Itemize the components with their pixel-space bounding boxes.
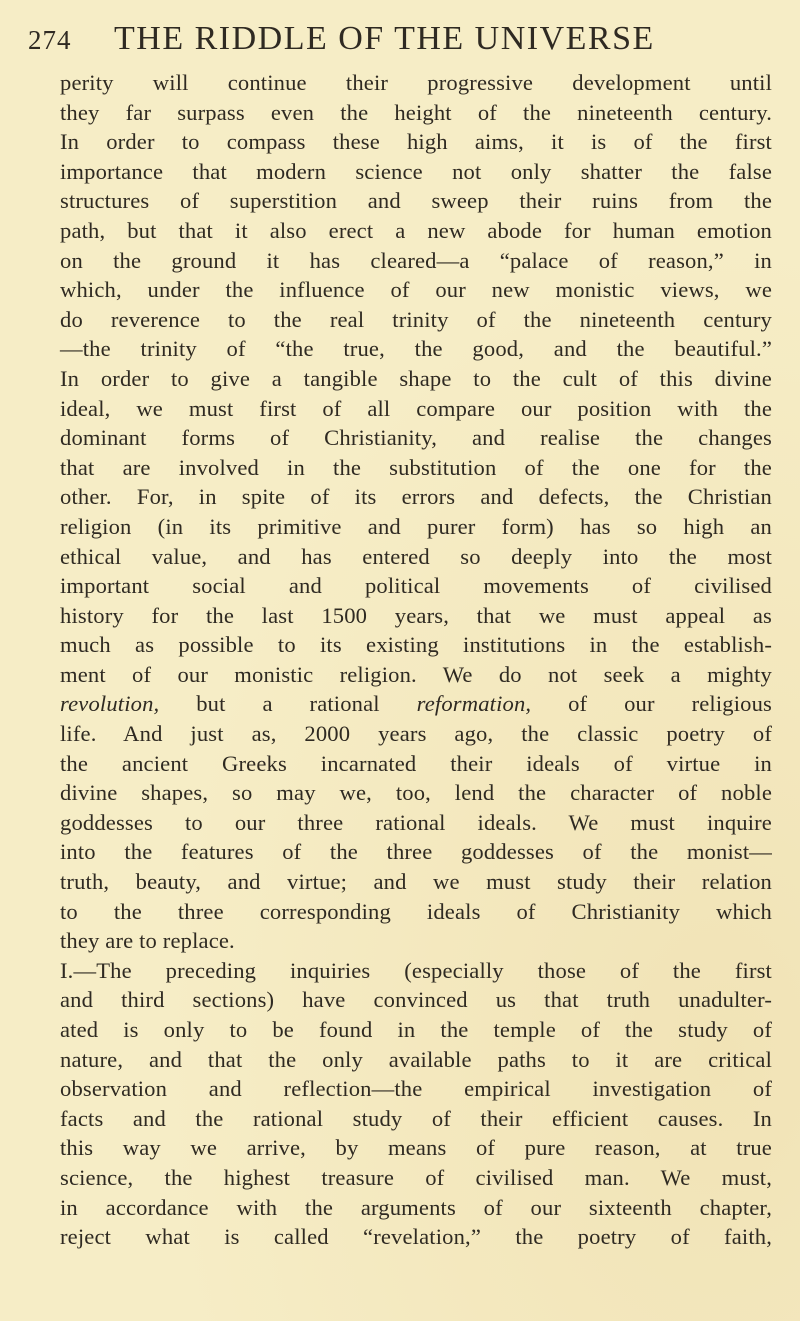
text-line: much as possible to its existing institutions in the establish- xyxy=(60,632,772,658)
running-title: THE RIDDLE OF THE UNIVERSE xyxy=(114,20,655,57)
text-line: science, the highest treasure of civilised man. We must, xyxy=(60,1164,772,1190)
text-line: ethical value, and has entered so deeply into the most xyxy=(60,543,772,569)
text-line: the ancient Greeks incarnated their ideals of virtue in xyxy=(60,750,772,776)
text-line: structures of superstition and sweep their ruins from the xyxy=(60,188,772,214)
text-line: ated is only to be found in the temple of the study of xyxy=(60,1017,772,1042)
text-line: —the trinity of “the true, the good, and the beautiful.” xyxy=(60,336,772,362)
text-line: and third sections) have convinced us that truth unadulter- xyxy=(60,987,772,1013)
page-header xyxy=(28,20,772,64)
body-text xyxy=(60,68,772,1252)
text-line: on the ground it has cleared—a “palace of reason,” in xyxy=(60,247,772,273)
text-line: other. For, in spite of its errors and defects, the Christian xyxy=(60,484,772,510)
text-line: In order to give a tangible shape to the cult of this divine xyxy=(60,365,772,391)
text-line: path, but that it also erect a new abode for human emotion xyxy=(60,217,772,243)
text-line: this way we arrive, by means of pure reason, at true xyxy=(60,1135,772,1161)
text-line: ment of our monistic religion. We do not seek a mighty xyxy=(60,661,772,687)
text-line: religion (in its primitive and purer form) has so high an xyxy=(60,513,772,539)
page-number: 274 xyxy=(28,25,72,55)
text-line: in accordance with the arguments of our sixteenth chapter, xyxy=(60,1194,772,1220)
text-line: facts and the rational study of their efficient causes. In xyxy=(60,1105,772,1131)
text-line: which, under the influence of our new monistic views, we xyxy=(60,277,772,303)
text-line: history for the last 1500 years, that we must appeal as xyxy=(60,602,772,628)
text-line: life. And just as, 2000 years ago, the classic poetry of xyxy=(60,721,772,747)
text-line: that are involved in the substitution of the one for the xyxy=(60,454,772,480)
text-line: nature, and that the only available paths to it are critical xyxy=(60,1046,772,1072)
text-line: reject what is called “revelation,” the poetry of faith, xyxy=(60,1224,772,1250)
text-line: into the features of the three goddesses of the monist— xyxy=(60,839,772,865)
text-line: perity will continue their progressive development until xyxy=(60,70,772,95)
text-line: observation and reflection—the empirical investigation of xyxy=(60,1076,772,1102)
text-line: to the three corresponding ideals of Christianity which xyxy=(60,898,772,924)
text-line: ideal, we must first of all compare our position with the xyxy=(60,395,772,421)
text-line: important social and political movements of civilised xyxy=(60,573,772,599)
text-line: importance that modern science not only shatter the false xyxy=(60,158,772,184)
text-line: revolution, but a rational reformation, of our religious xyxy=(60,691,772,717)
text-line: goddesses to our three rational ideals. We must inquire xyxy=(60,809,772,835)
text-line: truth, beauty, and virtue; and we must study their relation xyxy=(60,869,772,895)
text-line: divine shapes, so may we, too, lend the character of noble xyxy=(60,780,772,806)
text-line: dominant forms of Christianity, and realise the changes xyxy=(60,425,772,451)
text-line: they are to replace. xyxy=(60,928,235,954)
text-line: they far surpass even the height of the nineteenth century. xyxy=(60,99,772,125)
text-line: I.—The preceding inquiries (especially those of the first xyxy=(60,957,772,983)
text-line: In order to compass these high aims, it is of the first xyxy=(60,129,772,155)
text-line: do reverence to the real trinity of the nineteenth century xyxy=(60,306,772,332)
